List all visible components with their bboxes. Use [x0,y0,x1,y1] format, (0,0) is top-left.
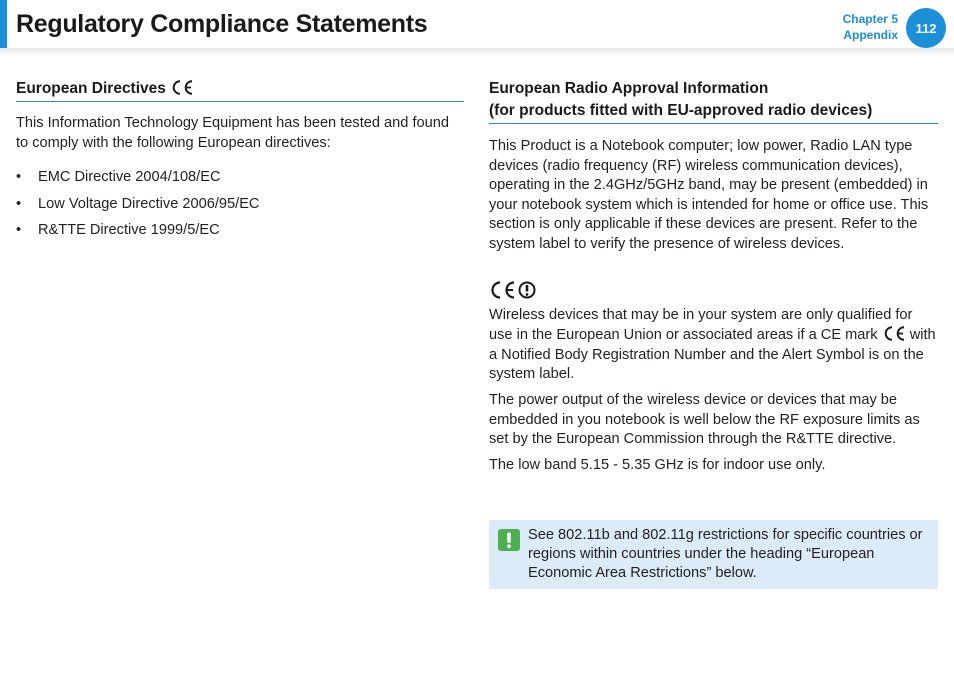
directives-list [16,168,464,241]
list-item: • Low Voltage Directive 2006/95/EC [16,195,464,215]
wireless-qualification-text: Wireless devices that may be in your system are only qualified for use in the European Union or associated areas if a CE mark with a Notified Body Registration Number and the Alert Symbol is on the system label. [489,306,936,383]
chapter-section: Appendix [843,28,898,42]
ce-mark-icon [170,79,194,96]
directives-intro-text: This Information Technology Equipment has been tested and found to comply with the following European directives: [16,115,449,151]
page-title: Regulatory Compliance Statements [16,10,428,38]
list-item: • EMC Directive 2004/108/EC [16,168,464,188]
radio-devices-text: This Product is a Notebook computer; low power, Radio LAN type devices (radio frequency (RF) wireless communication devices), operating in the 2.4GHz/5GHz band, may be present (embedded) in your notebook system which is intended for home or office use. This section is only applicable if these devices are present. Refer to the system label to verify the presence of wireless devices. [489,138,929,252]
low-band-text: The low band 5.15 - 5.35 GHz is for indoor use only. [489,456,826,473]
header-accent-bar [0,0,7,52]
restrictions-note [489,520,938,589]
european-directives-section [16,78,464,248]
radio-approval-heading [489,78,938,124]
exclamation-note-icon [498,529,520,551]
bullet-glyph: • [16,195,22,212]
radio-approval-title: European Radio Approval Information [489,80,769,97]
ce-alert-mark [489,277,938,303]
ce-mark-icon [882,325,906,342]
bullet-glyph: • [16,222,22,239]
page-number-badge: 112 [906,8,946,48]
ce-alert-mark-icon [489,279,539,301]
radio-approval-section [489,78,938,475]
header-divider [0,48,954,56]
radio-approval-subtitle: (for products fitted with EU-approved radio devices) [489,102,873,119]
restrictions-note-text: See 802.11b and 802.11g restrictions for specific countries or regions within countries under the heading “European Economic Area Restrictions” below. [528,527,923,582]
european-directives-heading [16,78,464,102]
european-directives-title: European Directives [16,80,166,97]
chapter-number: Chapter 5 [842,12,898,26]
bullet-glyph: • [16,169,22,186]
power-output-text: The power output of the wireless device or devices that may be embedded in you notebook is well below the RF exposure limits as set by the European Commission through the R&TTE directive. [489,391,920,448]
list-item: • R&TTE Directive 1999/5/EC [16,221,464,241]
chapter-label [843,11,898,43]
